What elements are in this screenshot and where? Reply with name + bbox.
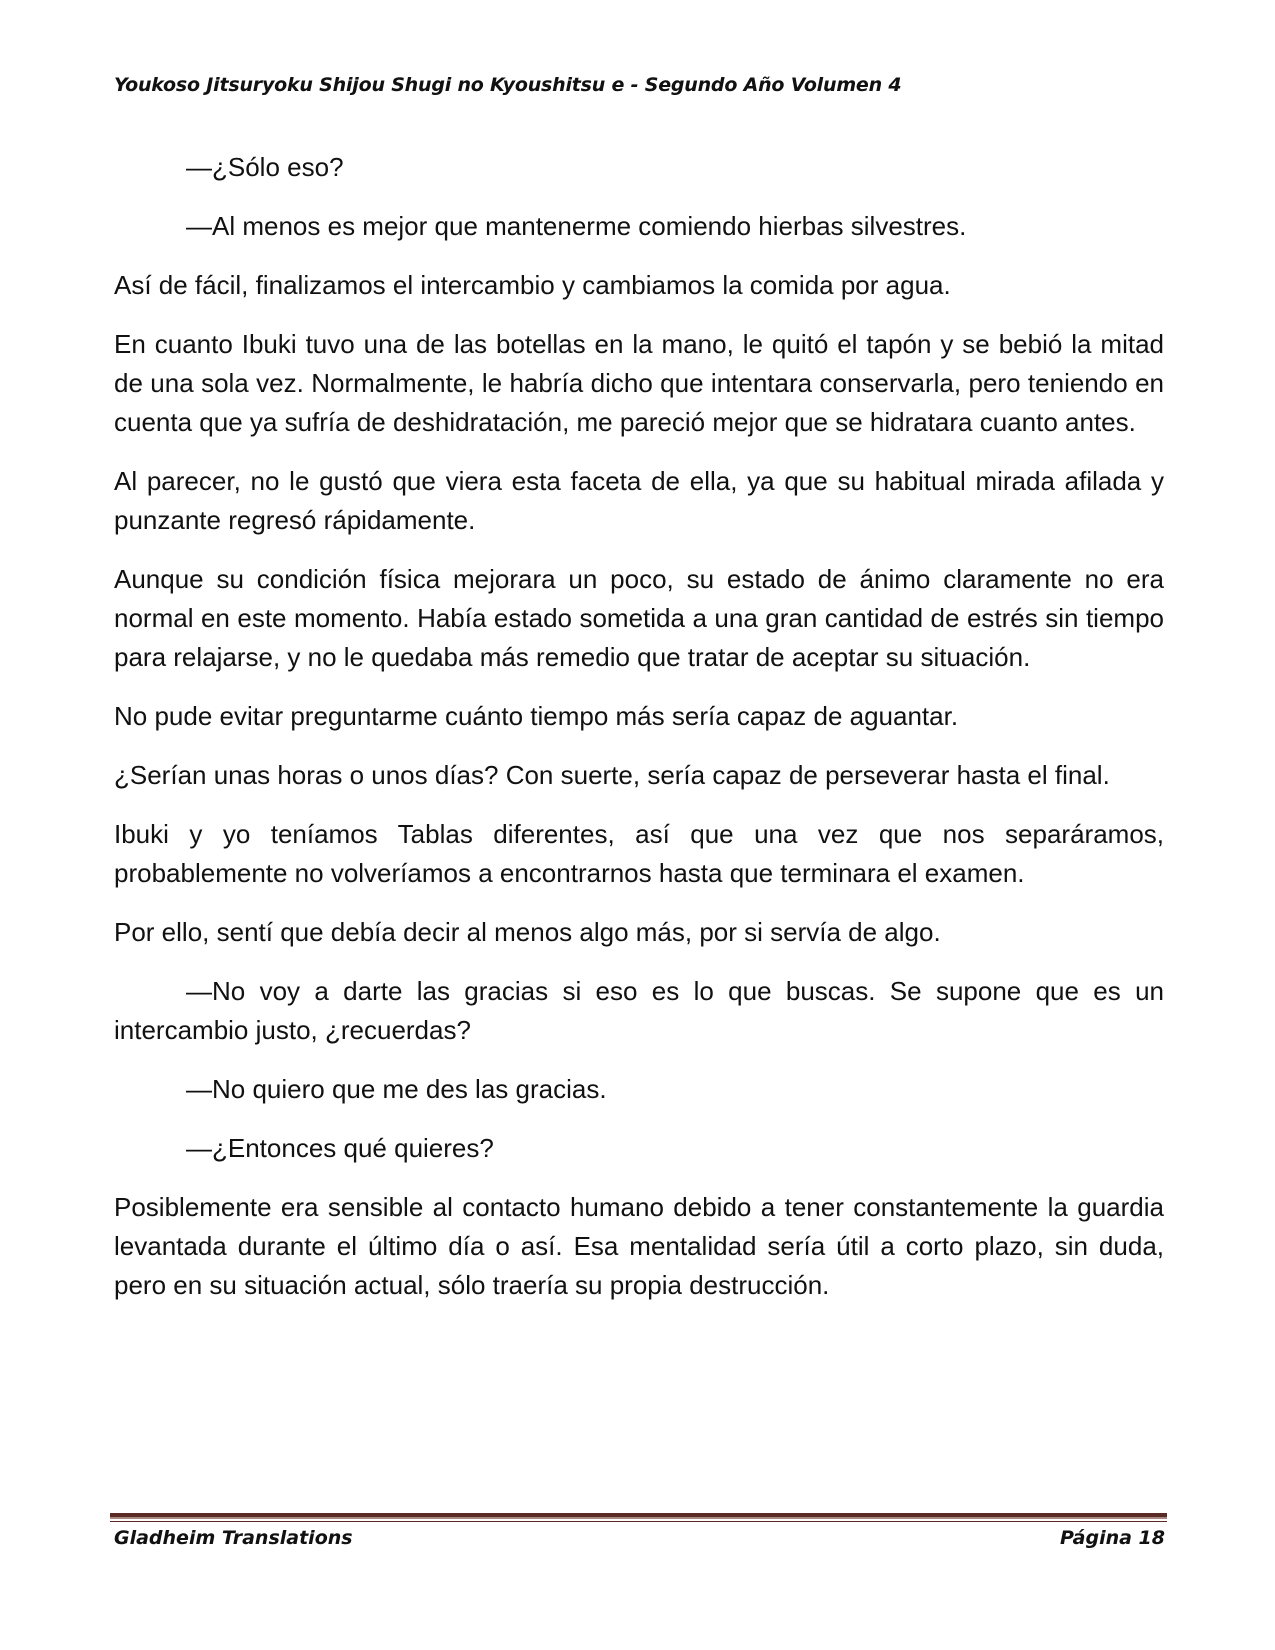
paragraph: —Al menos es mejor que mantenerme comiendo hierbas silvestres. bbox=[186, 211, 967, 241]
paragraph: —¿Sólo eso? bbox=[186, 152, 344, 182]
paragraph: No pude evitar preguntarme cuánto tiempo más sería capaz de aguantar. bbox=[114, 701, 959, 731]
body-text bbox=[114, 148, 1164, 1325]
paragraph: Por ello, sentí que debía decir al menos algo más, por si servía de algo. bbox=[114, 917, 941, 947]
footer-page-number: Página 18 bbox=[1059, 1527, 1165, 1549]
footer-publisher: Gladheim Translations bbox=[114, 1527, 353, 1549]
paragraph: ¿Serían unas horas o unos días? Con suerte, sería capaz de perseverar hasta el final. bbox=[114, 760, 1110, 790]
paragraph: —No quiero que me des las gracias. bbox=[186, 1074, 607, 1104]
paragraph: En cuanto Ibuki tuvo una de las botellas en la mano, le quitó el tapón y se bebió la mitad de una sola vez. Normalmente, le habría dicho que intentara conservarla, pero teniendo en cuenta que ya sufría de deshidratación, me pareció mejor que se hidratara cuanto antes. bbox=[114, 329, 1164, 437]
paragraph: Posiblemente era sensible al contacto humano debido a tener constantemente la guardia levantada durante el último día o así. Esa mentalidad sería útil a corto plazo, sin duda, pero en su situación actual, sólo traería su propia destrucción. bbox=[114, 1192, 1164, 1300]
running-header: Youkoso Jitsuryoku Shijou Shugi no Kyoushitsu e - Segundo Año Volumen 4 bbox=[114, 74, 902, 96]
paragraph: Al parecer, no le gustó que viera esta faceta de ella, ya que su habitual mirada afilada y punzante regresó rápidamente. bbox=[114, 466, 1164, 535]
footer-divider bbox=[110, 1513, 1167, 1519]
paragraph: Aunque su condición física mejorara un poco, su estado de ánimo claramente no era normal en este momento. Había estado sometida a una gran cantidad de estrés sin tiempo para relajarse, y no le quedaba más remedio que tratar de aceptar su situación. bbox=[114, 564, 1164, 672]
paragraph: —¿Entonces qué quieres? bbox=[186, 1133, 494, 1163]
paragraph: Así de fácil, finalizamos el intercambio y cambiamos la comida por agua. bbox=[114, 270, 951, 300]
footer-divider-thin bbox=[110, 1521, 1167, 1522]
paragraph: —No voy a darte las gracias si eso es lo que buscas. Se supone que es un intercambio justo, ¿recuerdas? bbox=[114, 976, 1164, 1045]
paragraph: Ibuki y yo teníamos Tablas diferentes, así que una vez que nos separáramos, probablemente no volveríamos a encontrarnos hasta que terminara el examen. bbox=[114, 819, 1164, 888]
